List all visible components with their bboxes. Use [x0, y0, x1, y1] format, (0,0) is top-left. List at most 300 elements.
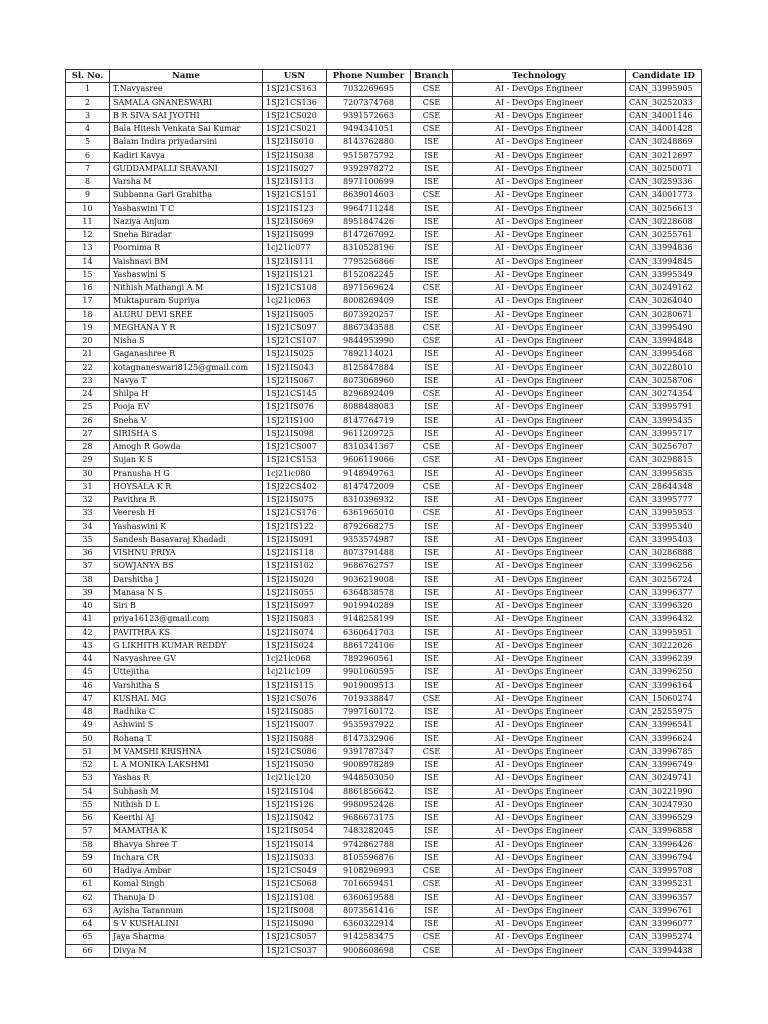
cell-phone-number: 8152082245: [327, 268, 411, 281]
cell-usn: 1SJ21IS020: [263, 573, 327, 586]
cell-usn: 1cj21ic109: [263, 666, 327, 679]
cell-sl-no: 64: [66, 918, 110, 931]
cell-name: HOYSALA K R: [110, 480, 263, 493]
cell-phone-number: 9844953990: [327, 335, 411, 348]
cell-candidate-id: CAN_33994848: [626, 335, 702, 348]
cell-candidate-id: CAN_33996749: [626, 759, 702, 772]
cell-candidate-id: CAN_34001773: [626, 189, 702, 202]
cell-candidate-id: CAN_33995231: [626, 878, 702, 891]
cell-branch: CSE: [411, 189, 453, 202]
table-row: [66, 202, 702, 215]
cell-branch: ISE: [411, 215, 453, 228]
cell-candidate-id: CAN_33996357: [626, 891, 702, 904]
cell-candidate-id: CAN_33994438: [626, 944, 702, 957]
cell-name: Yashaswini S: [110, 268, 263, 281]
cell-branch: ISE: [411, 494, 453, 507]
cell-usn: 1SJ21IS043: [263, 361, 327, 374]
cell-branch: ISE: [411, 229, 453, 242]
cell-usn: 1SJ21IS033: [263, 851, 327, 864]
cell-technology: AI - DevOps Engineer: [453, 335, 626, 348]
cell-candidate-id: CAN_30249741: [626, 772, 702, 785]
cell-candidate-id: CAN_30247930: [626, 798, 702, 811]
table-row: [66, 719, 702, 732]
cell-usn: 1SJ21CS107: [263, 335, 327, 348]
cell-name: Inchara CR: [110, 851, 263, 864]
cell-usn: 1SJ21IS005: [263, 308, 327, 321]
table-row: [66, 600, 702, 613]
cell-candidate-id: CAN_33994836: [626, 242, 702, 255]
cell-name: Amogh R Gowda: [110, 441, 263, 454]
table-row: [66, 586, 702, 599]
table-row: [66, 109, 702, 122]
table-row: [66, 798, 702, 811]
cell-phone-number: 7207374768: [327, 96, 411, 109]
cell-technology: AI - DevOps Engineer: [453, 812, 626, 825]
cell-technology: AI - DevOps Engineer: [453, 520, 626, 533]
cell-name: Sandesh Basavaraj Khadadi: [110, 533, 263, 546]
cell-sl-no: 2: [66, 96, 110, 109]
cell-candidate-id: CAN_33995349: [626, 268, 702, 281]
cell-sl-no: 56: [66, 812, 110, 825]
cell-technology: AI - DevOps Engineer: [453, 361, 626, 374]
cell-technology: AI - DevOps Engineer: [453, 600, 626, 613]
cell-branch: ISE: [411, 891, 453, 904]
cell-name: Sneha Biradar: [110, 229, 263, 242]
cell-candidate-id: CAN_30286888: [626, 547, 702, 560]
cell-phone-number: 9494341051: [327, 123, 411, 136]
cell-name: L A MONIKA LAKSHMI: [110, 759, 263, 772]
cell-sl-no: 11: [66, 215, 110, 228]
table-row: [66, 772, 702, 785]
cell-technology: AI - DevOps Engineer: [453, 374, 626, 387]
cell-branch: ISE: [411, 732, 453, 745]
cell-sl-no: 22: [66, 361, 110, 374]
cell-technology: AI - DevOps Engineer: [453, 851, 626, 864]
cell-usn: 1SJ21IS097: [263, 600, 327, 613]
cell-usn: 1cj21ic063: [263, 295, 327, 308]
cell-usn: 1SJ21CS086: [263, 745, 327, 758]
cell-name: Navya T: [110, 374, 263, 387]
cell-candidate-id: CAN_30264040: [626, 295, 702, 308]
cell-branch: ISE: [411, 427, 453, 440]
cell-branch: CSE: [411, 123, 453, 136]
cell-technology: AI - DevOps Engineer: [453, 732, 626, 745]
table-row: [66, 706, 702, 719]
cell-usn: 1SJ21CS049: [263, 865, 327, 878]
cell-phone-number: 7019338847: [327, 692, 411, 705]
cell-branch: ISE: [411, 918, 453, 931]
cell-technology: AI - DevOps Engineer: [453, 904, 626, 917]
cell-sl-no: 36: [66, 547, 110, 560]
cell-name: Pavithra R: [110, 494, 263, 507]
cell-phone-number: 8147332906: [327, 732, 411, 745]
cell-sl-no: 58: [66, 838, 110, 851]
cell-usn: 1SJ21CS153: [263, 454, 327, 467]
cell-sl-no: 42: [66, 626, 110, 639]
cell-phone-number: 9008978289: [327, 759, 411, 772]
cell-phone-number: 6361965010: [327, 507, 411, 520]
cell-usn: 1SJ21IS091: [263, 533, 327, 546]
table-row: [66, 189, 702, 202]
cell-name: Radhika C: [110, 706, 263, 719]
cell-candidate-id: CAN_33995403: [626, 533, 702, 546]
cell-candidate-id: CAN_33995717: [626, 427, 702, 440]
cell-sl-no: 60: [66, 865, 110, 878]
cell-candidate-id: CAN_33994845: [626, 255, 702, 268]
cell-candidate-id: CAN_30249162: [626, 282, 702, 295]
cell-branch: ISE: [411, 573, 453, 586]
cell-sl-no: 30: [66, 467, 110, 480]
cell-sl-no: 7: [66, 162, 110, 175]
cell-technology: AI - DevOps Engineer: [453, 613, 626, 626]
table-row: [66, 454, 702, 467]
cell-technology: AI - DevOps Engineer: [453, 891, 626, 904]
cell-technology: AI - DevOps Engineer: [453, 586, 626, 599]
header-branch: Branch: [411, 70, 453, 83]
cell-technology: AI - DevOps Engineer: [453, 825, 626, 838]
table-row: [66, 507, 702, 520]
cell-usn: 1SJ21IS122: [263, 520, 327, 533]
cell-technology: AI - DevOps Engineer: [453, 666, 626, 679]
cell-sl-no: 23: [66, 374, 110, 387]
cell-name: Sneha V: [110, 414, 263, 427]
cell-technology: AI - DevOps Engineer: [453, 878, 626, 891]
cell-name: Subhash M: [110, 785, 263, 798]
cell-technology: AI - DevOps Engineer: [453, 918, 626, 931]
cell-phone-number: 9148949763: [327, 467, 411, 480]
cell-name: Nisha S: [110, 335, 263, 348]
cell-sl-no: 45: [66, 666, 110, 679]
cell-usn: 1SJ22CS402: [263, 480, 327, 493]
cell-usn: 1SJ21IS123: [263, 202, 327, 215]
cell-candidate-id: CAN_33996624: [626, 732, 702, 745]
cell-technology: AI - DevOps Engineer: [453, 295, 626, 308]
cell-candidate-id: CAN_30228608: [626, 215, 702, 228]
cell-phone-number: 9611209725: [327, 427, 411, 440]
table-row: [66, 653, 702, 666]
cell-usn: 1SJ21IS074: [263, 626, 327, 639]
cell-branch: ISE: [411, 202, 453, 215]
cell-phone-number: 6360619588: [327, 891, 411, 904]
cell-usn: 1SJ21IS088: [263, 732, 327, 745]
cell-phone-number: 8008269409: [327, 295, 411, 308]
table-row: [66, 348, 702, 361]
cell-phone-number: 8125847884: [327, 361, 411, 374]
cell-branch: ISE: [411, 586, 453, 599]
cell-name: Divya M: [110, 944, 263, 957]
cell-name: GUDDAMPALLI SRAVANI: [110, 162, 263, 175]
cell-name: Muktapuram Supriya: [110, 295, 263, 308]
cell-name: Navyashree GV: [110, 653, 263, 666]
cell-name: Ashwini S: [110, 719, 263, 732]
table-row: [66, 308, 702, 321]
cell-technology: AI - DevOps Engineer: [453, 136, 626, 149]
cell-sl-no: 4: [66, 123, 110, 136]
cell-candidate-id: CAN_30222026: [626, 639, 702, 652]
cell-name: Uttejitha: [110, 666, 263, 679]
cell-technology: AI - DevOps Engineer: [453, 229, 626, 242]
cell-phone-number: 9515875792: [327, 149, 411, 162]
table-row: [66, 560, 702, 573]
cell-sl-no: 49: [66, 719, 110, 732]
cell-usn: 1SJ21IS099: [263, 229, 327, 242]
table-row: [66, 613, 702, 626]
cell-candidate-id: CAN_33996432: [626, 613, 702, 626]
cell-candidate-id: CAN_30221990: [626, 785, 702, 798]
cell-phone-number: 9686762757: [327, 560, 411, 573]
cell-branch: CSE: [411, 96, 453, 109]
cell-phone-number: 9142583475: [327, 931, 411, 944]
cell-sl-no: 3: [66, 109, 110, 122]
cell-technology: AI - DevOps Engineer: [453, 414, 626, 427]
cell-candidate-id: CAN_33995951: [626, 626, 702, 639]
table-row: [66, 361, 702, 374]
cell-technology: AI - DevOps Engineer: [453, 176, 626, 189]
cell-phone-number: 9901060595: [327, 666, 411, 679]
cell-usn: 1SJ21IS007: [263, 719, 327, 732]
cell-sl-no: 9: [66, 189, 110, 202]
cell-usn: 1cj21ic120: [263, 772, 327, 785]
cell-name: SIRISHA S: [110, 427, 263, 440]
cell-name: VISHNU PRIYA: [110, 547, 263, 560]
cell-branch: ISE: [411, 149, 453, 162]
cell-name: Subbanna Gari Grahitha: [110, 189, 263, 202]
cell-candidate-id: CAN_33996239: [626, 653, 702, 666]
cell-candidate-id: CAN_30298815: [626, 454, 702, 467]
cell-phone-number: 8088488083: [327, 401, 411, 414]
cell-phone-number: 8867343588: [327, 321, 411, 334]
cell-sl-no: 54: [66, 785, 110, 798]
cell-technology: AI - DevOps Engineer: [453, 149, 626, 162]
cell-sl-no: 28: [66, 441, 110, 454]
cell-phone-number: 8792668275: [327, 520, 411, 533]
cell-sl-no: 40: [66, 600, 110, 613]
cell-candidate-id: CAN_30252033: [626, 96, 702, 109]
cell-sl-no: 27: [66, 427, 110, 440]
table-row: [66, 533, 702, 546]
cell-candidate-id: CAN_33995835: [626, 467, 702, 480]
cell-name: Bhavya Shree T: [110, 838, 263, 851]
cell-candidate-id: CAN_30258706: [626, 374, 702, 387]
cell-usn: 1SJ21IS108: [263, 891, 327, 904]
cell-branch: ISE: [411, 414, 453, 427]
table-row: [66, 321, 702, 334]
cell-candidate-id: CAN_33996256: [626, 560, 702, 573]
cell-branch: CSE: [411, 388, 453, 401]
cell-sl-no: 34: [66, 520, 110, 533]
table-row: [66, 626, 702, 639]
cell-phone-number: 9019940289: [327, 600, 411, 613]
cell-usn: 1SJ21CS057: [263, 931, 327, 944]
cell-usn: 1cj21ic077: [263, 242, 327, 255]
table-row: [66, 335, 702, 348]
cell-name: Varshitha S: [110, 679, 263, 692]
table-row: [66, 732, 702, 745]
table-row: [66, 494, 702, 507]
cell-candidate-id: CAN_33996164: [626, 679, 702, 692]
cell-branch: ISE: [411, 851, 453, 864]
cell-sl-no: 17: [66, 295, 110, 308]
table-row: [66, 679, 702, 692]
table-row: [66, 851, 702, 864]
cell-phone-number: 7795256866: [327, 255, 411, 268]
cell-sl-no: 57: [66, 825, 110, 838]
cell-phone-number: 9008608698: [327, 944, 411, 957]
cell-usn: 1SJ21IS113: [263, 176, 327, 189]
cell-technology: AI - DevOps Engineer: [453, 798, 626, 811]
cell-usn: 1SJ21IS038: [263, 149, 327, 162]
table-row: [66, 825, 702, 838]
cell-candidate-id: CAN_34001146: [626, 109, 702, 122]
cell-branch: CSE: [411, 745, 453, 758]
table-row: [66, 162, 702, 175]
cell-branch: CSE: [411, 480, 453, 493]
cell-phone-number: 8971569624: [327, 282, 411, 295]
table-body: [66, 83, 702, 958]
cell-phone-number: 7483282045: [327, 825, 411, 838]
cell-branch: CSE: [411, 441, 453, 454]
cell-branch: ISE: [411, 838, 453, 851]
cell-branch: CSE: [411, 507, 453, 520]
table-row: [66, 176, 702, 189]
cell-usn: 1SJ21IS067: [263, 374, 327, 387]
cell-phone-number: 8105596876: [327, 851, 411, 864]
cell-branch: ISE: [411, 268, 453, 281]
table-row: [66, 547, 702, 560]
table-row: [66, 838, 702, 851]
cell-sl-no: 35: [66, 533, 110, 546]
cell-sl-no: 25: [66, 401, 110, 414]
cell-usn: 1SJ21CS108: [263, 282, 327, 295]
cell-usn: 1SJ21CS145: [263, 388, 327, 401]
cell-phone-number: 9448503050: [327, 772, 411, 785]
cell-name: SAMALA GNANESWARI: [110, 96, 263, 109]
cell-branch: CSE: [411, 931, 453, 944]
cell-usn: 1SJ21CS076: [263, 692, 327, 705]
cell-phone-number: 8147267092: [327, 229, 411, 242]
cell-usn: 1SJ21IS085: [263, 706, 327, 719]
cell-candidate-id: CAN_33996541: [626, 719, 702, 732]
cell-phone-number: 8143762880: [327, 136, 411, 149]
cell-usn: 1SJ21IS050: [263, 759, 327, 772]
cell-name: Rohana T: [110, 732, 263, 745]
table-row: [66, 692, 702, 705]
cell-technology: AI - DevOps Engineer: [453, 772, 626, 785]
cell-name: kotagnaneswari8125@gmail.com: [110, 361, 263, 374]
cell-branch: ISE: [411, 401, 453, 414]
cell-branch: CSE: [411, 878, 453, 891]
table-row: [66, 812, 702, 825]
cell-phone-number: 8310341367: [327, 441, 411, 454]
cell-name: KUSHAL MG: [110, 692, 263, 705]
cell-usn: 1SJ21IS010: [263, 136, 327, 149]
cell-technology: AI - DevOps Engineer: [453, 308, 626, 321]
cell-phone-number: 7892960561: [327, 653, 411, 666]
cell-usn: 1SJ21CS097: [263, 321, 327, 334]
cell-phone-number: 7892114021: [327, 348, 411, 361]
cell-technology: AI - DevOps Engineer: [453, 268, 626, 281]
cell-phone-number: 9686673175: [327, 812, 411, 825]
table-row: [66, 441, 702, 454]
cell-technology: AI - DevOps Engineer: [453, 162, 626, 175]
cell-branch: ISE: [411, 653, 453, 666]
cell-sl-no: 8: [66, 176, 110, 189]
cell-sl-no: 59: [66, 851, 110, 864]
cell-name: Gaganashree R: [110, 348, 263, 361]
cell-candidate-id: CAN_30256707: [626, 441, 702, 454]
cell-name: Shilpa H: [110, 388, 263, 401]
cell-sl-no: 29: [66, 454, 110, 467]
table-row: [66, 268, 702, 281]
table-row: [66, 467, 702, 480]
header-sl-no: Sl. No.: [66, 70, 110, 83]
cell-sl-no: 43: [66, 639, 110, 652]
cell-phone-number: 9392978272: [327, 162, 411, 175]
table-row: [66, 242, 702, 255]
cell-name: priya16123@gmail.com: [110, 613, 263, 626]
table-row: [66, 745, 702, 758]
cell-candidate-id: CAN_30250071: [626, 162, 702, 175]
cell-branch: ISE: [411, 679, 453, 692]
cell-branch: ISE: [411, 162, 453, 175]
cell-candidate-id: CAN_30256613: [626, 202, 702, 215]
cell-branch: CSE: [411, 109, 453, 122]
cell-technology: AI - DevOps Engineer: [453, 123, 626, 136]
cell-sl-no: 37: [66, 560, 110, 573]
table-row: [66, 759, 702, 772]
cell-technology: AI - DevOps Engineer: [453, 494, 626, 507]
table-row: [66, 401, 702, 414]
cell-name: Nithish D L: [110, 798, 263, 811]
cell-usn: 1cj21ic068: [263, 653, 327, 666]
cell-phone-number: 8310528196: [327, 242, 411, 255]
cell-sl-no: 48: [66, 706, 110, 719]
cell-name: PAVITHRA KS: [110, 626, 263, 639]
cell-name: Manasa N S: [110, 586, 263, 599]
cell-usn: 1SJ21IS115: [263, 679, 327, 692]
cell-technology: AI - DevOps Engineer: [453, 639, 626, 652]
cell-sl-no: 1: [66, 83, 110, 96]
table-row: [66, 83, 702, 96]
cell-phone-number: 6360641703: [327, 626, 411, 639]
cell-technology: AI - DevOps Engineer: [453, 242, 626, 255]
cell-branch: ISE: [411, 295, 453, 308]
cell-sl-no: 13: [66, 242, 110, 255]
cell-technology: AI - DevOps Engineer: [453, 454, 626, 467]
cell-name: Sujan K S: [110, 454, 263, 467]
header-usn: USN: [263, 70, 327, 83]
cell-branch: ISE: [411, 176, 453, 189]
cell-name: Keerthi AJ: [110, 812, 263, 825]
cell-technology: AI - DevOps Engineer: [453, 706, 626, 719]
cell-branch: ISE: [411, 255, 453, 268]
cell-usn: 1SJ21IS042: [263, 812, 327, 825]
cell-sl-no: 55: [66, 798, 110, 811]
cell-phone-number: 8310396932: [327, 494, 411, 507]
cell-name: M VAMSHI KRISHNA: [110, 745, 263, 758]
cell-sl-no: 51: [66, 745, 110, 758]
cell-usn: 1SJ21CS176: [263, 507, 327, 520]
cell-branch: ISE: [411, 785, 453, 798]
cell-phone-number: 9606119066: [327, 454, 411, 467]
table-row: [66, 388, 702, 401]
cell-sl-no: 10: [66, 202, 110, 215]
cell-branch: CSE: [411, 454, 453, 467]
cell-name: MAMATHA K: [110, 825, 263, 838]
cell-sl-no: 16: [66, 282, 110, 295]
cell-usn: 1SJ21IS118: [263, 547, 327, 560]
cell-name: Balam Indira priyadarsini: [110, 136, 263, 149]
